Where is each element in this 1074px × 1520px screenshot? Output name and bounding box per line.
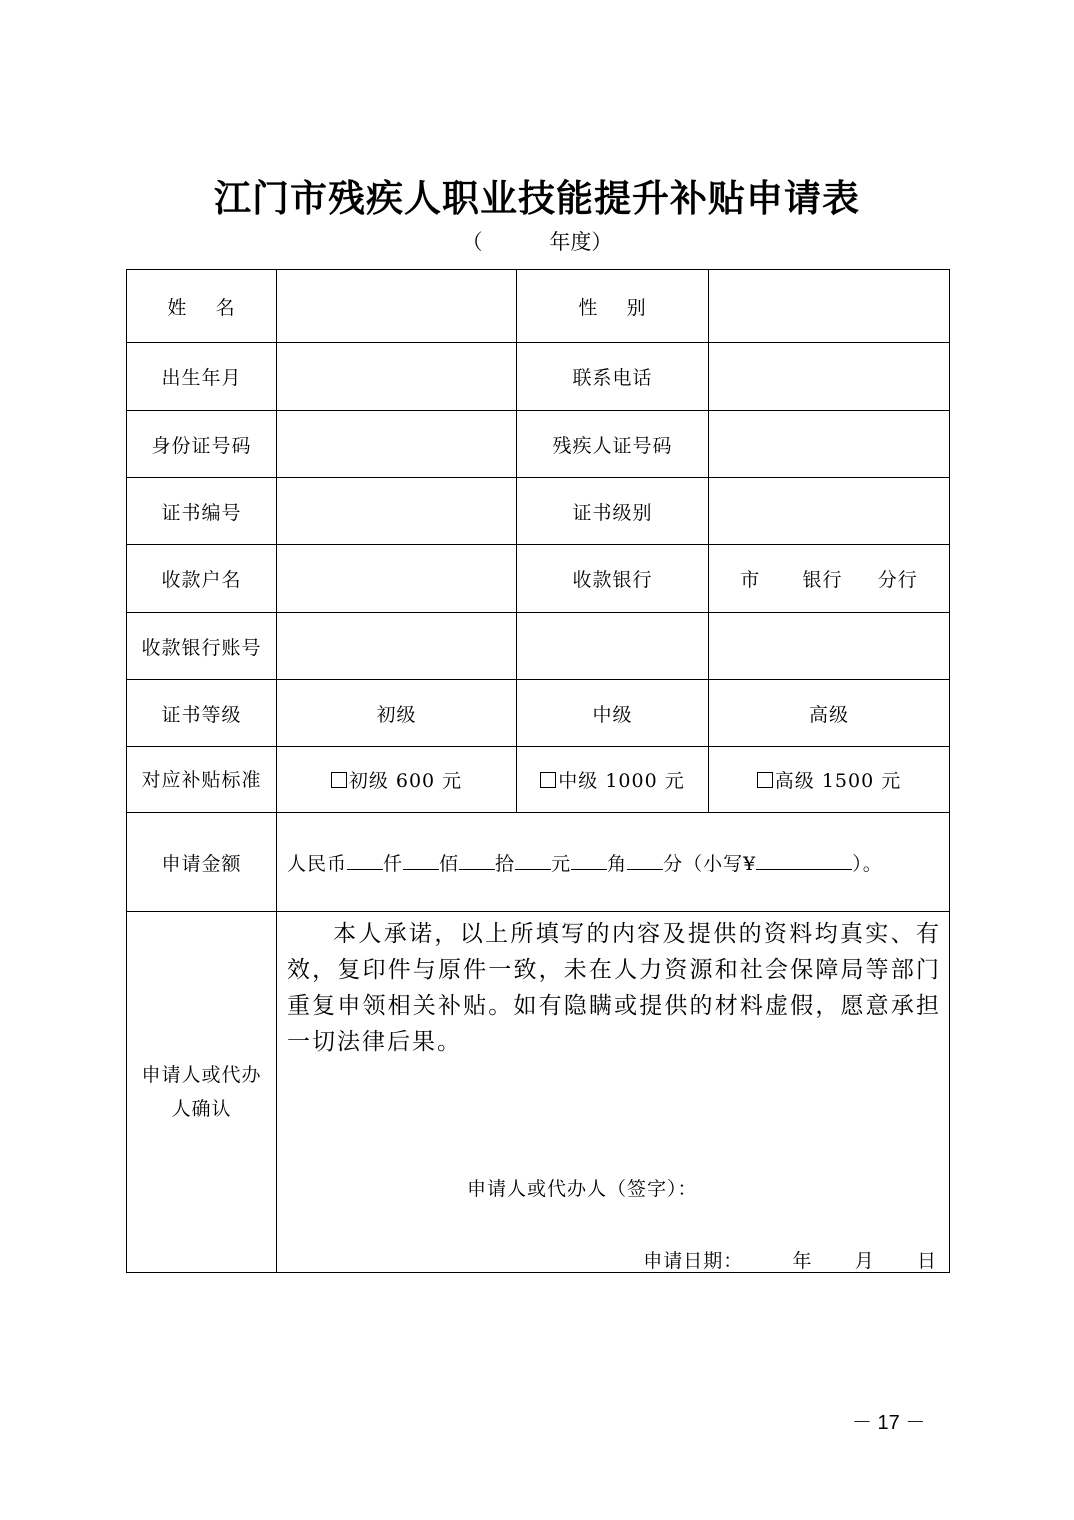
amount-qian: 仟 [383, 852, 404, 875]
name-label: 姓 名 [127, 270, 277, 343]
checkbox[interactable] [757, 772, 773, 788]
disability-id-field[interactable] [709, 411, 950, 478]
grade-senior: 高级 [709, 680, 950, 747]
table-row [127, 343, 950, 411]
application-form-table [126, 269, 950, 1273]
amount-end: ）。 [852, 852, 883, 875]
declaration-text: 本人承诺，以上所填写的内容及提供的资料均真实、有效，复印件与原件一致，未在人力资源和社会保障局等部门重复申领相关补贴。如有隐瞒或提供的材料虚假，愿意承担一切法律后果。 [287, 921, 941, 1055]
table-row [127, 613, 950, 680]
subsidy-middle-option[interactable] [517, 747, 709, 813]
confirmation-label: 申请人或代办人确认 [127, 912, 277, 1273]
grade-label: 证书等级 [127, 680, 277, 747]
phone-label: 联系电话 [517, 343, 709, 411]
page-number: － 17 － [852, 1412, 926, 1434]
certificate-number-label: 证书编号 [127, 478, 277, 545]
phone-field[interactable] [709, 343, 950, 411]
subsidy-middle-text: 中级 1000 元 [558, 770, 685, 792]
name-field[interactable] [277, 270, 517, 343]
amount-fen: 分（小写¥ [663, 852, 757, 875]
amount-label: 申请金额 [127, 813, 277, 912]
bank-field[interactable]: 市 银行 分行 [709, 545, 950, 613]
form-title: 江门市残疾人职业技能提升补贴申请表 [214, 176, 860, 220]
gender-label: 性 别 [517, 270, 709, 343]
subsidy-primary-text: 初级 600 元 [348, 770, 463, 792]
id-number-label: 身份证号码 [127, 411, 277, 478]
year-subtitle: （ 年度） [461, 230, 613, 254]
amount-bai: 佰 [439, 852, 460, 875]
amount-blank[interactable] [515, 851, 551, 870]
table-row [127, 270, 950, 343]
table-row [127, 813, 950, 912]
amount-blank[interactable] [627, 851, 663, 870]
bank-account-field-3[interactable] [709, 613, 950, 680]
gender-field[interactable] [709, 270, 950, 343]
birth-label: 出生年月 [127, 343, 277, 411]
table-row [127, 478, 950, 545]
grade-primary: 初级 [277, 680, 517, 747]
subsidy-primary-option[interactable] [277, 747, 517, 813]
certificate-level-label: 证书级别 [517, 478, 709, 545]
table-row [127, 545, 950, 613]
confirmation-cell [277, 912, 950, 1273]
birth-field[interactable] [277, 343, 517, 411]
amount-blank[interactable] [347, 851, 383, 870]
amount-shi: 拾 [495, 852, 516, 875]
bank-account-label: 收款银行账号 [127, 613, 277, 680]
table-row [127, 912, 950, 1273]
grade-middle: 中级 [517, 680, 709, 747]
payee-name-field[interactable] [277, 545, 517, 613]
subsidy-senior-text: 高级 1500 元 [774, 770, 902, 792]
amount-jiao: 角 [607, 852, 628, 875]
subsidy-standard-label: 对应补贴标准 [127, 747, 277, 813]
disability-id-label: 残疾人证号码 [517, 411, 709, 478]
amount-rmb: 人民币 [287, 852, 348, 875]
bank-label: 收款银行 [517, 545, 709, 613]
amount-blank[interactable] [403, 851, 439, 870]
table-row [127, 680, 950, 747]
certificate-level-field[interactable] [709, 478, 950, 545]
checkbox[interactable] [540, 772, 556, 788]
subsidy-senior-option[interactable] [709, 747, 950, 813]
table-row [127, 747, 950, 813]
certificate-number-field[interactable] [277, 478, 517, 545]
amount-field[interactable] [277, 813, 950, 912]
payee-name-label: 收款户名 [127, 545, 277, 613]
bank-account-field-2[interactable] [517, 613, 709, 680]
checkbox[interactable] [331, 772, 347, 788]
signature-line[interactable]: 申请人或代办人（签字）： [467, 1178, 698, 1200]
bank-account-field[interactable] [277, 613, 517, 680]
id-number-field[interactable] [277, 411, 517, 478]
amount-blank[interactable] [459, 851, 495, 870]
table-row [127, 411, 950, 478]
amount-numeric-blank[interactable] [756, 851, 852, 870]
application-date[interactable]: 申请日期： 年 月 日 [643, 1250, 937, 1272]
amount-blank[interactable] [571, 851, 607, 870]
amount-yuan: 元 [551, 852, 572, 875]
